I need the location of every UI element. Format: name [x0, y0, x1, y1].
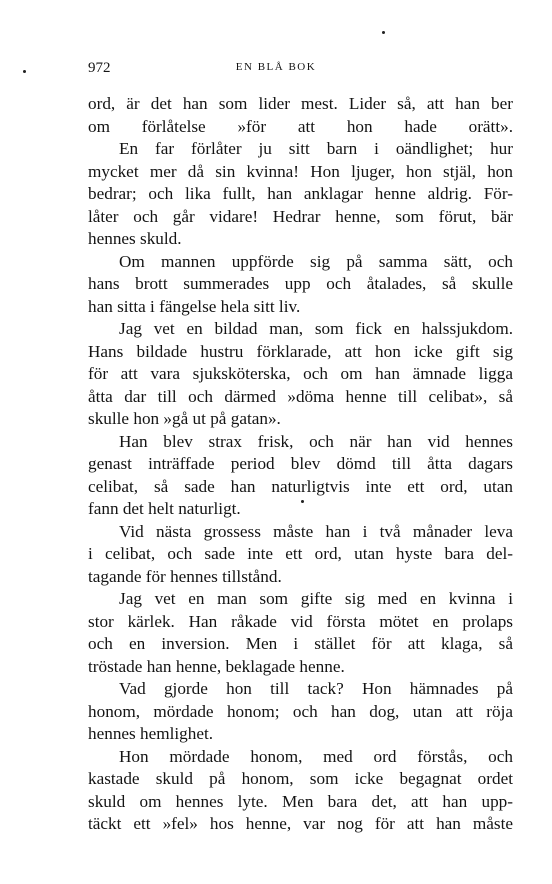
text-line: skulle hon »gå ut på gatan».: [88, 409, 281, 428]
text-line: om förlåtelse »för att hon hade orätt».: [88, 116, 513, 136]
text-line: Jag vet en bildad man, som fick en halssjukdom.: [119, 319, 513, 338]
body-text: [88, 93, 513, 836]
text-line: åtta dar till och därmed »döma henne till celibat», så: [88, 386, 513, 406]
text-line: Han blev strax frisk, och när han vid hennes: [119, 431, 513, 451]
paragraph: [88, 588, 513, 678]
paragraph: [88, 678, 513, 746]
text-line: honom, mördade honom; och han dog, utan att röja: [88, 701, 513, 721]
page-number: 972: [88, 60, 111, 76]
text-line: låter och går vidare! Hedrar henne, som förut, bär: [88, 206, 513, 226]
text-line: mycket mer då sin kvinna! Hon ljuger, hon stjäl, hon: [88, 161, 513, 181]
text-line: Jag vet en man som gifte sig med en kvinna i: [119, 589, 513, 608]
text-line: i celibat, och sade inte ett ord, utan hyste bara del-: [88, 544, 513, 563]
text-line: tagande för hennes tillstånd.: [88, 566, 282, 586]
paragraph: [88, 431, 513, 521]
paragraph: [88, 521, 513, 589]
paragraph: [88, 93, 513, 138]
text-line: hennes hemlighet.: [88, 724, 214, 743]
text-line: genast inträffade period blev dömd till åtta dagars: [88, 454, 513, 473]
margin-speck: [23, 70, 26, 73]
text-line: skuld om hennes lyte. Men bara det, att han upp-: [88, 791, 513, 811]
text-line: celibat, så sade han naturligtvis inte ett ord, utan: [88, 476, 513, 496]
text-line: han sitta i fängelse hela sitt liv.: [88, 296, 301, 316]
paragraph: [88, 138, 513, 251]
text-line: ord, är det han som lider mest. Lider så, att han ber: [88, 94, 513, 113]
paragraph: [88, 318, 513, 431]
text-line: En far förlåter ju sitt barn i oändlighet; hur: [119, 139, 513, 158]
paragraph: [88, 251, 513, 319]
text-line: Om mannen uppförde sig på samma sätt, och: [119, 251, 513, 271]
text-line: täckt ett »fel» hos henne, var nog för att han måste: [88, 814, 513, 833]
text-line: Hans bildade hustru förklarade, att hon icke gift sig: [88, 341, 513, 361]
text-line: för att vara sjuksköterska, och om han ämnade ligga: [88, 364, 513, 383]
text-line: stor kärlek. Han råkade vid första mötet en prolaps: [88, 611, 513, 631]
text-line: tröstade han henne, beklagade henne.: [88, 656, 345, 676]
text-line: Vad gjorde hon till tack? Hon hämnades på: [119, 679, 513, 698]
text-line: fann det helt naturligt.: [88, 499, 241, 518]
margin-speck: [382, 31, 385, 34]
page-header: [0, 60, 552, 80]
paragraph: [88, 746, 513, 836]
text-line: bedrar; och lika fullt, han anklagar henne aldrig. För-: [88, 184, 513, 203]
text-line: Vid nästa grossess måste han i två månader leva: [119, 521, 513, 541]
running-title: EN BLÅ BOK: [235, 61, 317, 73]
text-line: Hon mördade honom, med ord förstås, och: [119, 746, 513, 766]
text-line: hans brott summerades upp och åtalades, så skulle: [88, 274, 513, 293]
text-line: kastade skuld på honom, som icke begagnat ordet: [88, 769, 513, 788]
text-line: hennes skuld.: [88, 229, 182, 248]
text-line: och en inversion. Men i stället för att klaga, så: [88, 634, 513, 653]
